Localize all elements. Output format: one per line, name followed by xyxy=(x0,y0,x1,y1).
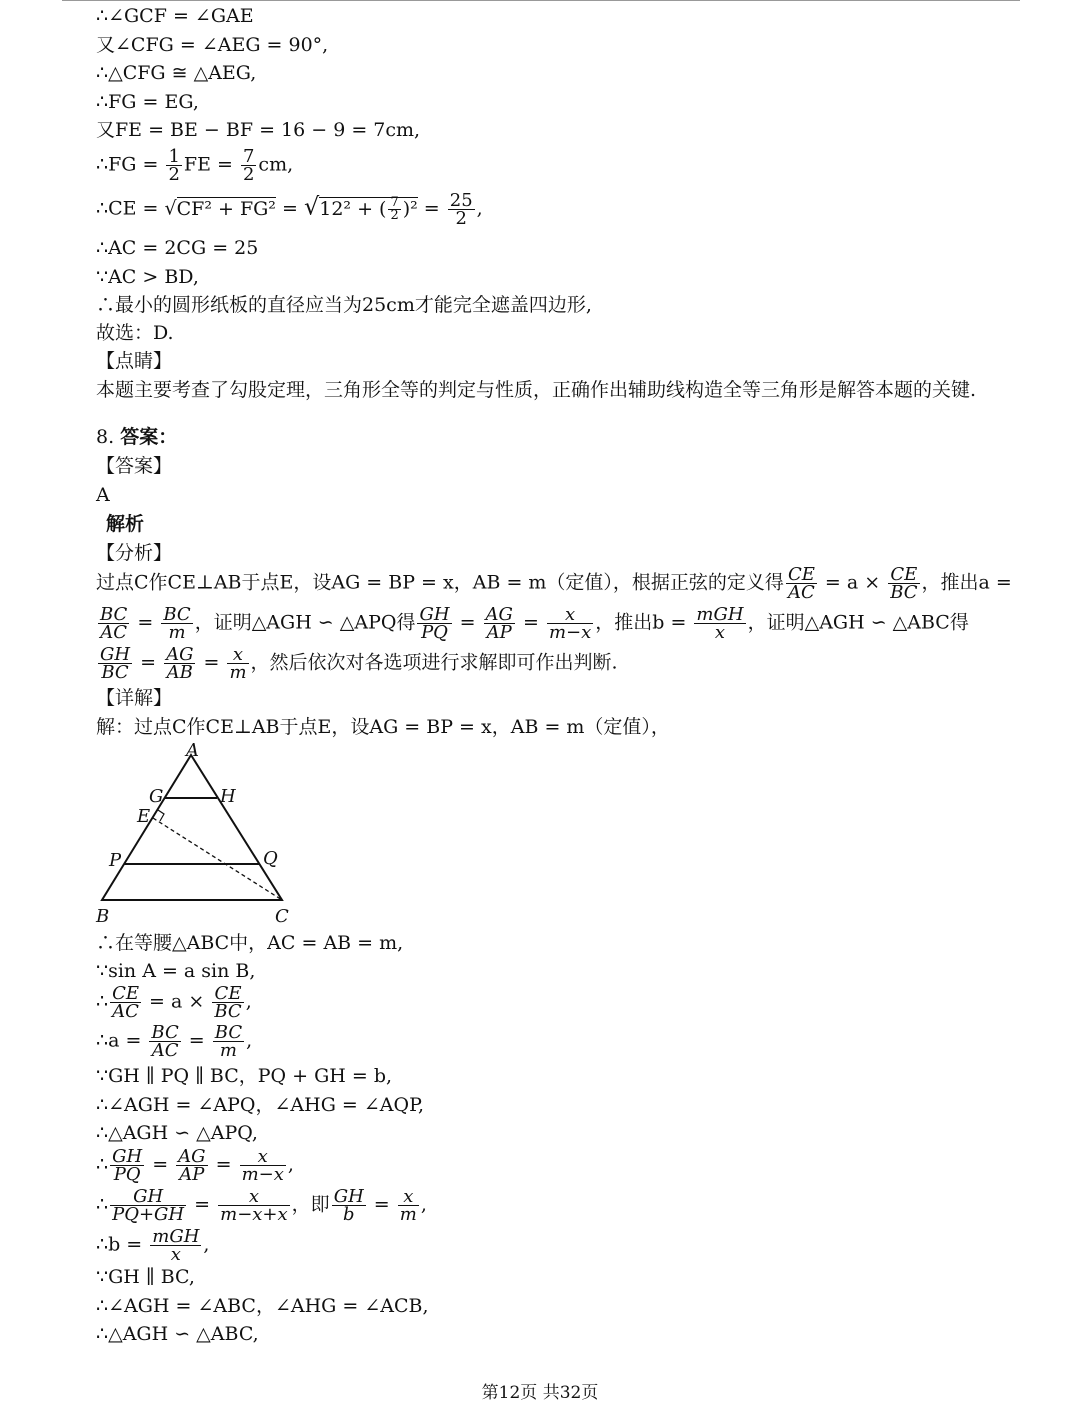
fraction: $\frac{AG}{AB}$ xyxy=(166,644,194,683)
text-line: ∴最小的圆形纸板的直径应当为25cm才能完全遮盖四边形, xyxy=(96,294,592,316)
fraction: $\frac{25}{2}$ xyxy=(449,190,473,229)
fraction: $\frac{GH}{b}$ xyxy=(333,1186,364,1225)
text-line: 又∠CFG = ∠AEG = 90°, xyxy=(96,34,329,56)
section-tag: 【答案】 xyxy=(96,455,173,477)
fraction: $\frac{BC}{AC}$ xyxy=(100,604,128,643)
fraction: $\frac{CE}{BC}$ xyxy=(890,564,918,603)
radicand: 12² + ( $\frac{7}{2}$ )² xyxy=(319,195,418,223)
analysis-heading: 解析 xyxy=(106,513,145,535)
right-angle-mark xyxy=(158,810,164,821)
fraction: $\frac{CE}{AC}$ xyxy=(787,564,815,603)
label-p: P xyxy=(109,850,122,871)
fraction: $\frac{x}{m-x}$ xyxy=(548,604,592,643)
text-line: ∴FG = EG, xyxy=(96,91,199,113)
step-line: ∵GH ∥ BC, xyxy=(96,1266,195,1288)
fraction: $\frac{\text{mGH}}{x}$ xyxy=(152,1226,200,1265)
eq-part: ∴CE = xyxy=(96,197,165,220)
step-line: ∵sin A = a sin B, xyxy=(96,960,256,982)
ce-equation xyxy=(96,192,483,227)
eq-part: ∴FG = xyxy=(96,153,165,176)
step-line: ∴b = $\frac{\text{mGH}}{x}$ , xyxy=(96,1226,210,1265)
text-line: ∴AC = 2CG = 25 xyxy=(96,237,259,259)
fraction: $\frac{GH}{PQ}$ xyxy=(419,604,450,643)
label-e: E xyxy=(137,806,151,827)
sqrt-sign: √ xyxy=(303,192,320,221)
triangle-abc xyxy=(102,755,282,900)
text-line: 故选：D. xyxy=(96,322,174,344)
fraction: $\frac{CE}{BC}$ xyxy=(214,983,242,1022)
fraction: $\frac{x}{m-x}$ xyxy=(241,1146,284,1185)
text-line: ∴∠GCF = ∠GAE xyxy=(96,5,254,27)
fraction: $\frac{CE}{AC}$ xyxy=(112,983,140,1022)
question-heading xyxy=(96,424,177,450)
eq-part: = xyxy=(275,197,304,220)
label-a: A xyxy=(186,740,199,761)
question-number: 8. xyxy=(96,426,115,448)
label-q: Q xyxy=(263,848,278,869)
fraction: $\frac{AG}{AP}$ xyxy=(178,1146,206,1185)
label-h: H xyxy=(220,786,236,807)
fraction: $\frac{x}{m-x+x}$ xyxy=(220,1186,288,1225)
analysis-line: $\frac{GH}{BC}$ = $\frac{AG}{AB}$ = $\frac{x}{m}$ ，然后依次对各选项进行求解即可作出判断. xyxy=(100,644,618,683)
radicand: CF² + FG² xyxy=(176,197,276,220)
fraction: $\frac{x}{m}$ xyxy=(229,644,247,683)
step-line: ∴a = $\frac{BC}{AC}$ = $\frac{BC}{m}$ , xyxy=(96,1022,253,1061)
answer-value: A xyxy=(96,484,110,506)
fraction: $\frac{x}{m}$ xyxy=(399,1186,417,1225)
fraction: $\frac{BC}{m}$ xyxy=(163,604,191,643)
triangle-figure xyxy=(90,740,310,930)
fraction: $\frac{7}{2}$ xyxy=(242,146,255,185)
label-c: C xyxy=(275,906,289,927)
fraction: $\frac{GH}{BC}$ xyxy=(100,644,131,683)
fraction: $\frac{\text{mGH}}{x}$ xyxy=(696,604,744,643)
step-line: ∴△AGH ∽ △ABC, xyxy=(96,1323,259,1345)
fraction: $\frac{AG}{AP}$ xyxy=(485,604,513,643)
step-line: ∵GH ∥ PQ ∥ BC，PQ + GH = b, xyxy=(96,1065,393,1087)
label-b: B xyxy=(96,906,110,927)
text-line: ∵AC > BD, xyxy=(96,266,199,288)
step-line: ∴△AGH ∽ △APQ, xyxy=(96,1122,258,1144)
eq-part: , xyxy=(476,197,483,220)
step-line: ∴在等腰△ABC中，AC = AB = m, xyxy=(96,932,404,954)
fraction: $\frac{BC}{m}$ xyxy=(214,1022,243,1061)
section-tag: 【点睛】 xyxy=(96,350,173,372)
fraction: $\frac{GH}{PQ}$ xyxy=(112,1146,143,1185)
top-rule xyxy=(62,0,1020,1)
text-line: ∴△CFG ≅ △AEG, xyxy=(96,62,257,84)
fraction: $\frac{GH}{PQ+GH}$ xyxy=(112,1186,185,1225)
eq-part: cm, xyxy=(258,153,294,176)
step-line: ∴ $\frac{GH}{PQ}$ = $\frac{AG}{AP}$ = $\frac{x}{m-x}$ , xyxy=(96,1146,294,1185)
section-tag: 【分析】 xyxy=(96,542,173,564)
fraction: $\frac{1}{2}$ xyxy=(168,146,180,185)
step-line: ∴∠AGH = ∠ABC，∠AHG = ∠ACB, xyxy=(96,1295,429,1317)
step-line: ∴ $\frac{GH}{PQ+GH}$ = $\frac{x}{m-x+x}$ ，即 $\frac{GH}{b}$ = $\frac{x}{m}$ , xyxy=(96,1186,427,1225)
page-footer: 第12页 共32页 xyxy=(481,1383,599,1403)
analysis-line: $\frac{BC}{AC}$ = $\frac{BC}{m}$ ，证明△AGH ∽ △APQ得 $\frac{GH}{PQ}$ = $\frac{AG}{AP}$ = $\frac{x}{m-x}$ ，推出b = $\frac{\text{mGH}}{x}$ ，证明△AGH ∽ △ABC得 xyxy=(100,604,969,643)
solution-intro: 解：过点C作CE⊥AB于点E，设AG = BP = x，AB = m（定值）， xyxy=(96,716,670,738)
text-line: 又FE = BE − BF = 16 − 9 = 7cm, xyxy=(96,119,421,141)
eq-part: = xyxy=(417,197,446,220)
section-tag: 【详解】 xyxy=(96,687,173,709)
label-g: G xyxy=(149,786,164,807)
text-line: 本题主要考查了勾股定理，三角形全等的判定与性质，正确作出辅助线构造全等三角形是解答本题的关键. xyxy=(96,379,977,401)
step-line: ∴∠AGH = ∠APQ，∠AHG = ∠AQP, xyxy=(96,1094,425,1116)
question-title: 答案： xyxy=(120,426,178,448)
analysis-line: 过点C作CE⊥AB于点E，设AG = BP = x，AB = m（定值），根据正弦的定义得 $\frac{CE}{AC}$ = a × $\frac{CE}{BC}$ ，推出a = xyxy=(96,564,1012,603)
fraction: $\frac{BC}{AC}$ xyxy=(151,1022,179,1061)
fg-equation xyxy=(96,148,293,183)
step-line: ∴ $\frac{CE}{AC}$ = a × $\frac{CE}{BC}$ , xyxy=(96,983,252,1022)
sqrt-sign: √ xyxy=(164,197,177,220)
eq-part: FE = xyxy=(183,153,239,176)
